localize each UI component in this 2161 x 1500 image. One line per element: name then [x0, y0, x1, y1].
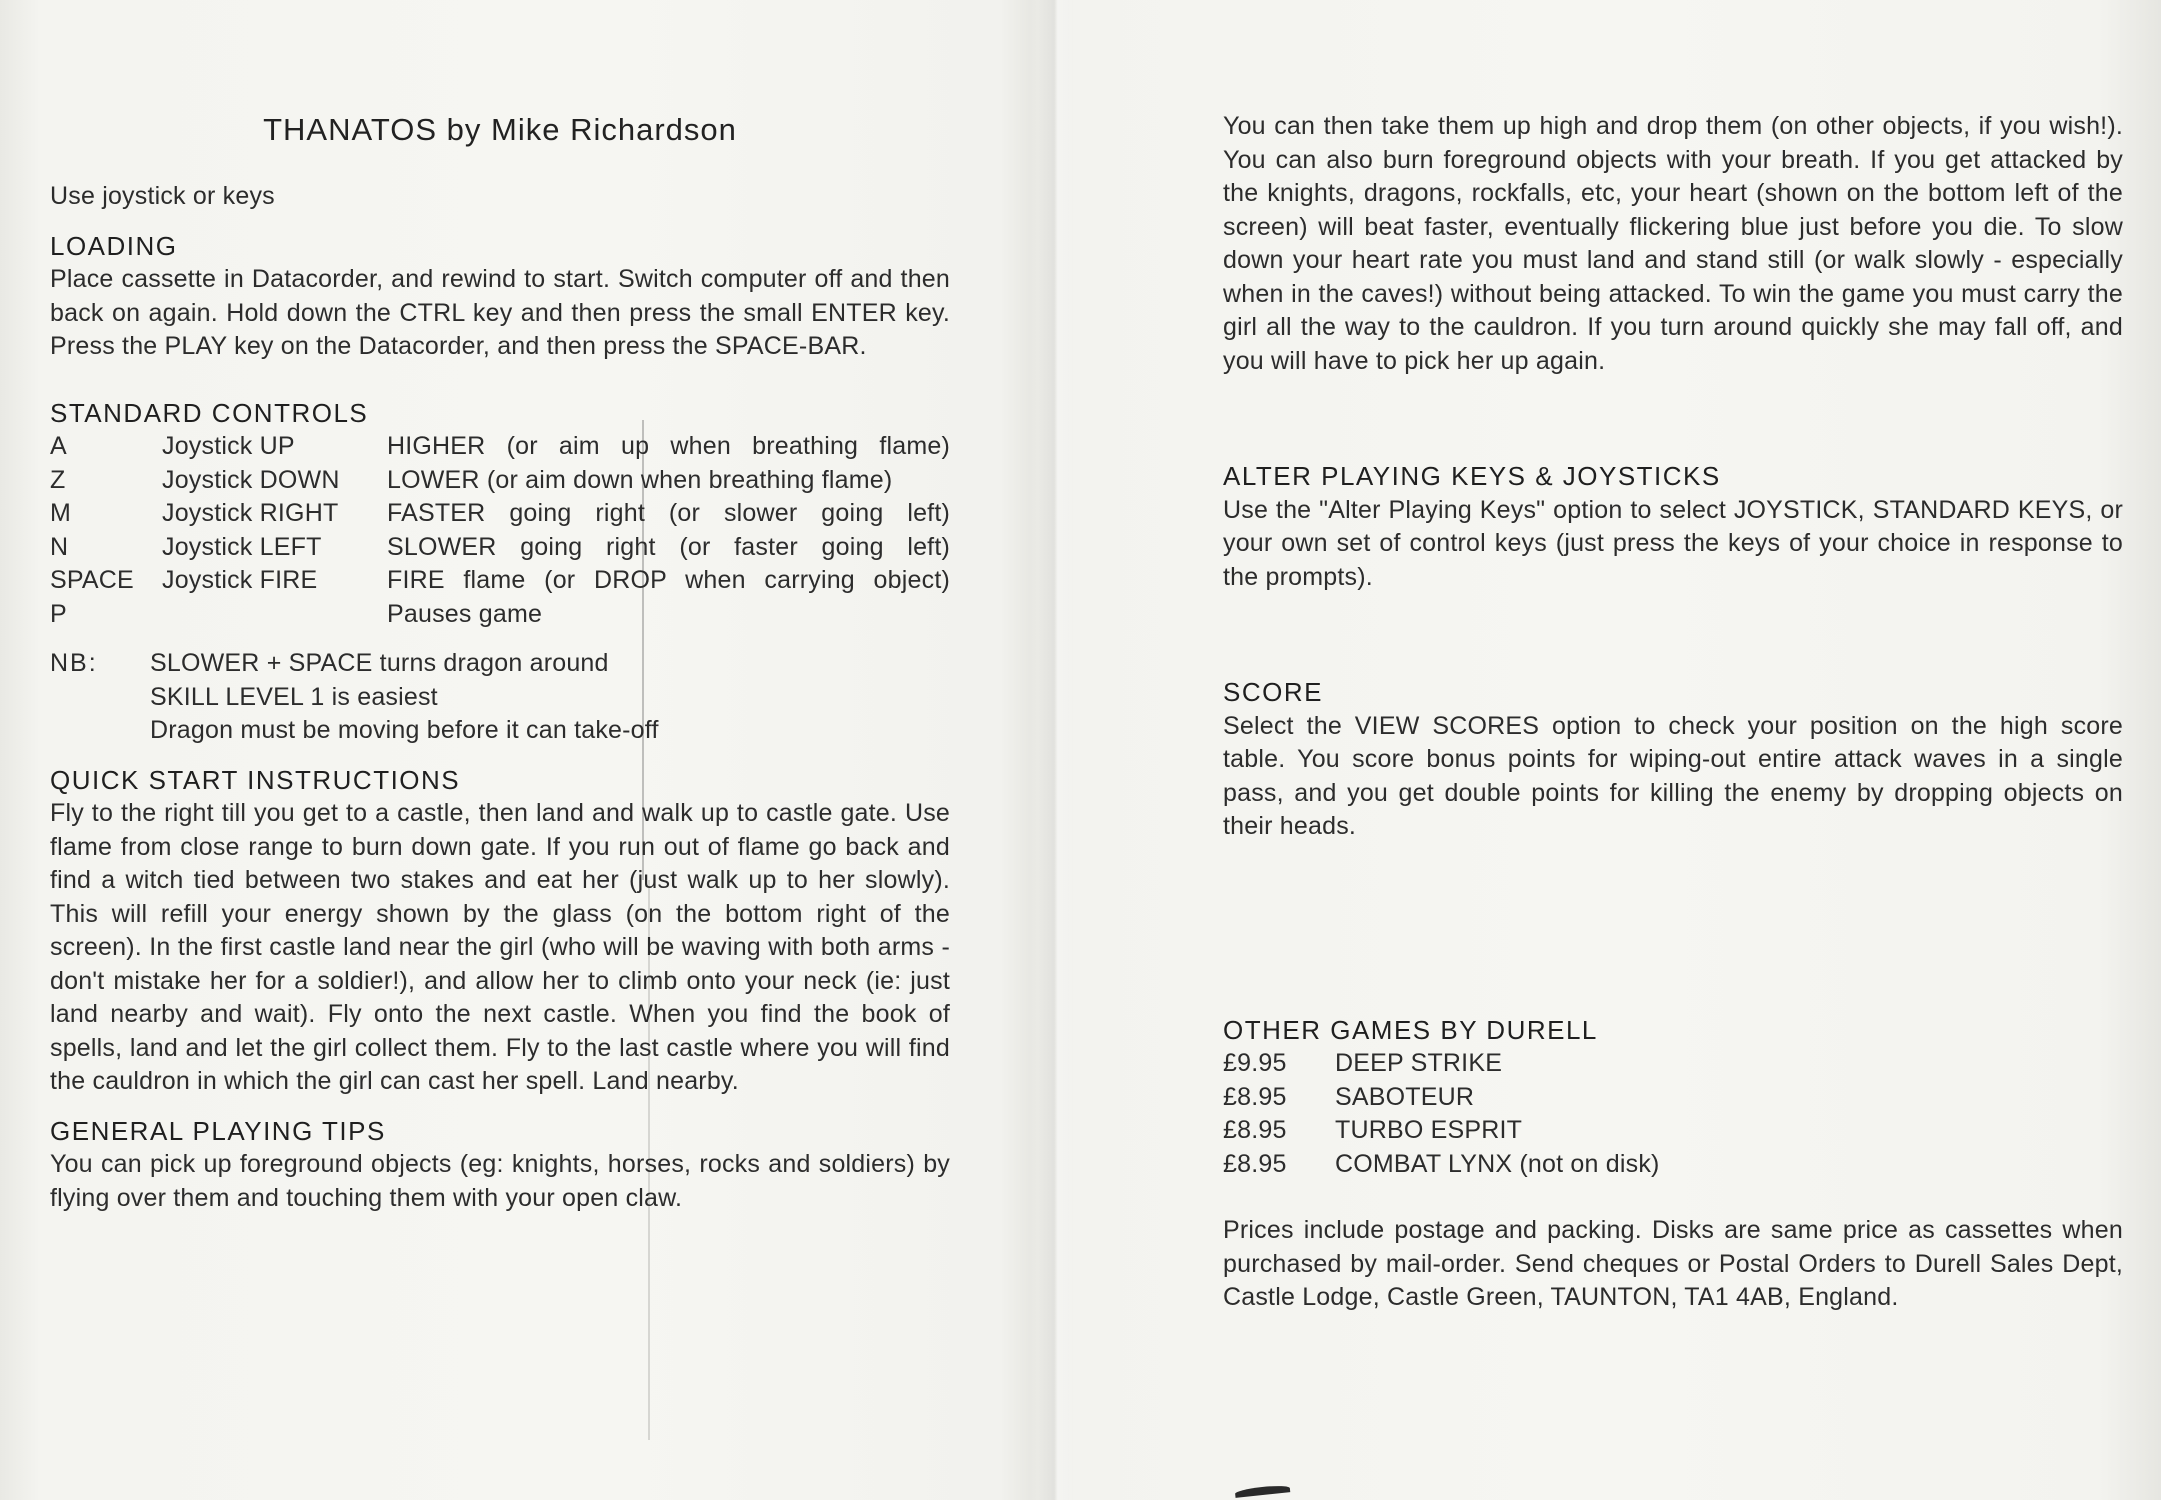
- control-row: [50, 564, 950, 598]
- control-action: FIRE flame (or DROP when carrying object): [387, 566, 950, 594]
- quick-start-text: Fly to the right till you get to a castle, then land and walk up to castle gate. Use flame from close range to burn down gate. If you run out of flame go back and find a witch tied between two stakes and eat her (just walk up to her slowly). This will refill your energy shown by the glass (on the bottom right of the screen). In the first castle land near the girl (who will be waving with both arms - don't mistake her for a soldier!), and allow her to climb onto your neck (ie: just land nearby and wait). Fly onto the next castle. When you find the book of spells, land and let the girl collect them. Fly to the last castle where you will find the cauldron in which the girl can cast her spell. Land nearby.: [50, 799, 950, 1095]
- loading-text: Place cassette in Datacorder, and rewind to start. Switch computer off and then back on again. Hold down the CTRL key and then press the small ENTER key. Press the PLAY key on the Datacorder, and then press the SPACE-BAR.: [50, 265, 950, 360]
- control-key: Z: [50, 465, 66, 494]
- control-action: HIGHER (or aim up when breathing flame): [387, 432, 950, 460]
- game-item: [1223, 1081, 2123, 1115]
- game-price: £9.95: [1223, 1049, 1287, 1077]
- control-key: M: [50, 499, 72, 527]
- control-joystick: Joystick UP: [162, 432, 295, 460]
- control-row: [50, 430, 950, 464]
- other-games-list: [1223, 1047, 2123, 1181]
- game-name: COMBAT LYNX (not on disk): [1335, 1149, 1660, 1178]
- tips-heading: GENERAL PLAYING TIPS: [50, 1115, 386, 1146]
- control-row: [50, 464, 950, 498]
- control-key: SPACE: [50, 566, 134, 594]
- control-row: [50, 497, 950, 531]
- loading-heading: LOADING: [50, 230, 178, 261]
- control-joystick: Joystick LEFT: [162, 532, 322, 561]
- game-price: £8.95: [1223, 1082, 1287, 1111]
- game-price: £8.95: [1223, 1149, 1287, 1178]
- game-name: DEEP STRIKE: [1335, 1049, 1503, 1077]
- controls-heading: STANDARD CONTROLS: [50, 397, 369, 428]
- other-games-heading: OTHER GAMES BY DURELL: [1223, 1014, 1598, 1045]
- control-key: P: [50, 599, 67, 628]
- control-action: FASTER going right (or slower going left): [387, 499, 950, 527]
- tips-continued-text: You can then take them up high and drop them (on other objects, if you wish!). You can also burn foreground objects with your breath. If you get attacked by the knights, dragons, rockfalls, etc, your heart (shown on the bottom left of the screen) will beat faster, eventually flickering blue just before you die. To slow down your heart rate you must land and stand still (or walk slowly - especially when in the caves!) without being attacked. To win the game you must carry the girl all the way to the cauldron. If you turn around quickly she may fall off, and you will have to pick her up again.: [1223, 112, 2123, 375]
- nb-notes: [50, 647, 950, 748]
- game-name: SABOTEUR: [1335, 1082, 1475, 1111]
- nb-line: Dragon must be moving before it can take-off: [150, 716, 659, 744]
- control-action: SLOWER going right (or faster going left): [387, 532, 950, 561]
- center-fold: [1038, 0, 1074, 1500]
- game-item: [1223, 1114, 2123, 1148]
- game-item: [1223, 1047, 2123, 1081]
- control-row: [50, 531, 950, 565]
- control-key: A: [50, 432, 67, 460]
- right-column: [1223, 110, 2123, 1315]
- alter-keys-text: Use the "Alter Playing Keys" option to select JOYSTICK, STANDARD KEYS, or your own set of control keys (just press the keys of your choice in response to the prompts).: [1223, 495, 2123, 591]
- tips-text: You can pick up foreground objects (eg: knights, horses, rocks and soldiers) by flying over them and touching them with your open claw.: [50, 1150, 950, 1212]
- controls-table: [50, 430, 950, 631]
- score-heading: SCORE: [1223, 677, 1323, 707]
- left-column: [50, 180, 950, 1215]
- nb-line: SKILL LEVEL 1 is easiest: [150, 682, 438, 711]
- nb-label: NB:: [50, 649, 98, 677]
- page-title: THANATOS by Mike Richardson: [263, 112, 737, 147]
- game-name: TURBO ESPRIT: [1335, 1116, 1523, 1144]
- control-action: LOWER (or aim down when breathing flame): [387, 465, 893, 494]
- control-joystick: Joystick DOWN: [162, 465, 340, 494]
- control-action: Pauses game: [387, 599, 543, 628]
- intro-text: Use joystick or keys: [50, 182, 275, 210]
- control-key: N: [50, 532, 69, 561]
- control-joystick: Joystick RIGHT: [162, 499, 339, 527]
- control-row: [50, 598, 950, 632]
- game-price: £8.95: [1223, 1116, 1287, 1144]
- quick-start-heading: QUICK START INSTRUCTIONS: [50, 764, 461, 795]
- control-joystick: [162, 598, 387, 632]
- score-text: Select the VIEW SCORES option to check your position on the high score table. You score bonus points for wiping-out entire attack waves in a single pass, and you get double points for killing the enemy by dropping objects on their heads.: [1223, 711, 2123, 840]
- prices-text: Prices include postage and packing. Disks are same price as cassettes when purchased by mail-order. Send cheques or Postal Orders to Durell Sales Dept, Castle Lodge, Castle Green, TAUNTON, TA1 4AB, England.: [1223, 1216, 2123, 1311]
- alter-keys-heading: ALTER PLAYING KEYS & JOYSTICKS: [1223, 461, 1721, 491]
- nb-line: SLOWER + SPACE turns dragon around: [150, 649, 609, 677]
- control-joystick: Joystick FIRE: [162, 566, 318, 594]
- game-item: [1223, 1148, 2123, 1182]
